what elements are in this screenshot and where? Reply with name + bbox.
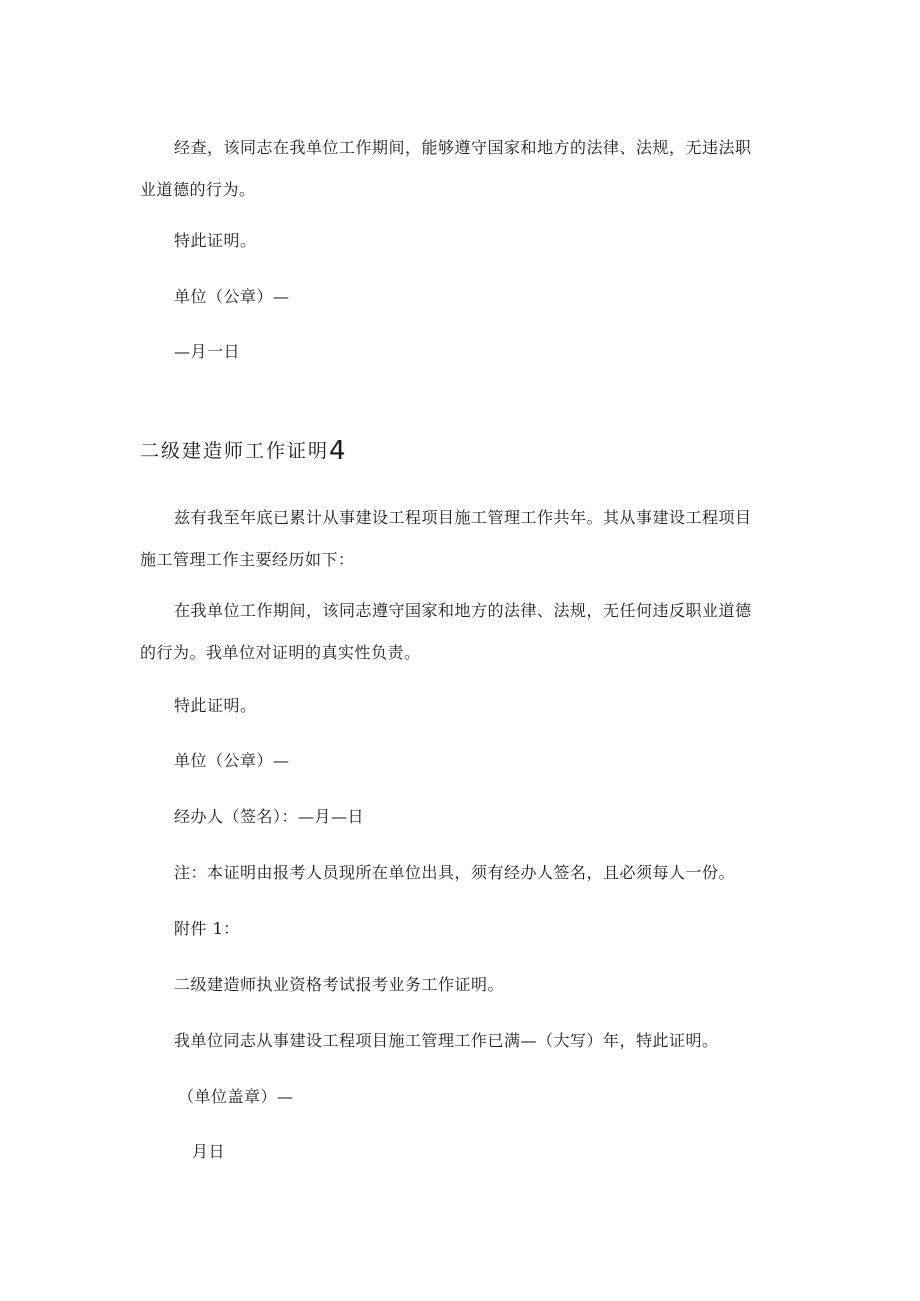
date-line: —月一日 [174,342,241,361]
unit-seal-line-2: 单位（公章）— [174,751,290,770]
heading-number: 4 [329,436,346,466]
paragraph-certify-2: 特此证明。 [174,696,257,715]
attachment-title: 二级建造师执业资格考试报考业务工作证明。 [174,975,505,994]
handler-signature-line: 经办人（签名）：—月—日 [174,807,365,826]
note-line: 注：本证明由报考人员现所在单位出具，须有经办人签名，且必须每人一份。 [174,863,736,882]
paragraph-certify: 特此证明。 [174,231,257,250]
attachment-body: 我单位同志从事建设工程项目施工管理工作已满—（大写）年，特此证明。 [174,1031,719,1050]
section-heading [140,436,346,466]
unit-seal-line: 单位（公章）— [174,287,290,306]
attachment-date-line: 月日 [192,1142,226,1161]
attachment-label: 附件 1： [174,919,240,938]
heading-text: 二级建造师工作证明 [140,440,330,462]
attachment-seal-line: （单位盖章）— [178,1087,294,1106]
paragraph-experience: 兹有我至年底已累计从事建设工程项目施工管理工作共年。其从事建设工程项目施工管理工作主要经历如下： [140,508,752,569]
paragraph-verification: 经查，该同志在我单位工作期间，能够遵守国家和地方的法律、法规，无违法职业道德的行为。 [140,138,752,199]
paragraph-conduct: 在我单位工作期间，该同志遵守国家和地方的法律、法规，无任何违反职业道德的行为。我单位对证明的真实性负责。 [140,601,752,662]
